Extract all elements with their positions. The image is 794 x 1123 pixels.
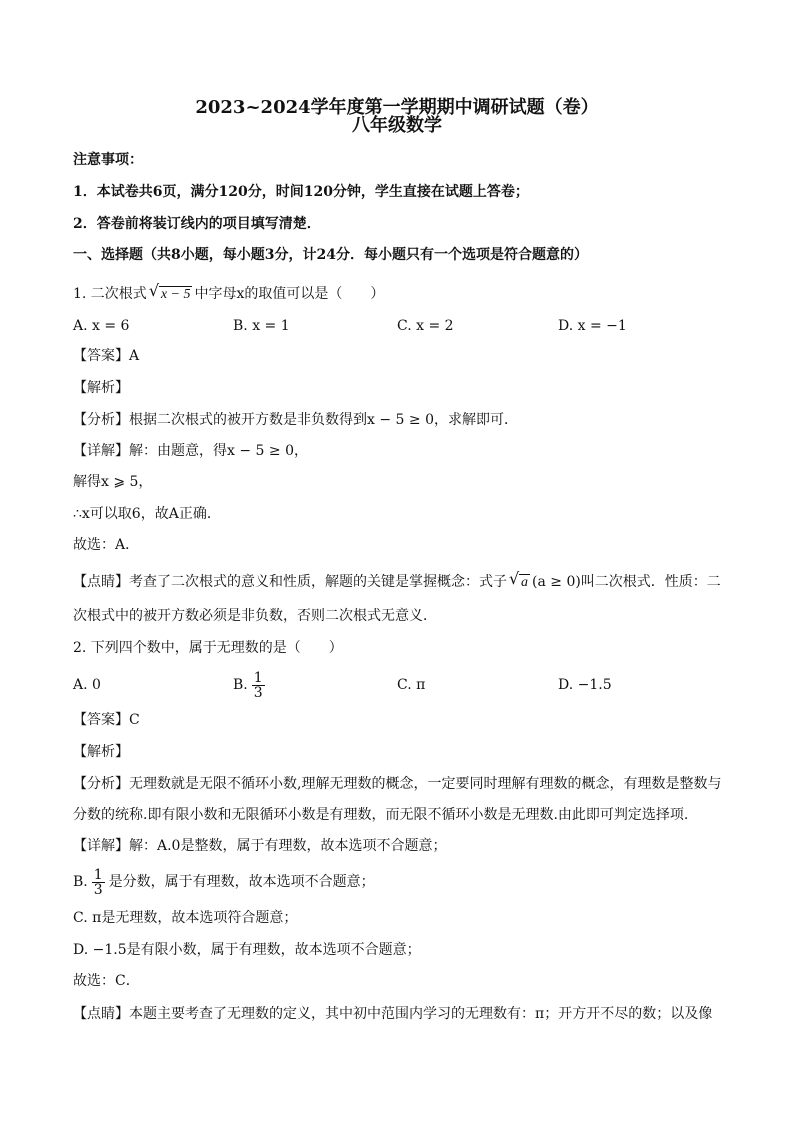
fraction-one-third <box>252 671 265 700</box>
question-1-option-a: A. x = 6 <box>73 318 130 334</box>
question-1-option-b: B. x = 1 <box>233 318 290 334</box>
notes-item-2: 2．答卷前将装订线内的项目填写清楚． <box>73 216 321 232</box>
section-heading: 一、选择题（共8小题，每小题3分，计24分．每小题只有一个选项是符合题意的） <box>73 247 588 263</box>
question-2-line-c: C. π是无理数，故本选项符合题意； <box>73 910 298 926</box>
question-2-line-b <box>73 862 375 902</box>
question-1-option-c: C. x = 2 <box>397 318 454 334</box>
dianjing-prefix: 【点睛】考查了二次根式的意义和性质，解题的关键是掌握概念：式子 <box>73 574 507 590</box>
question-1-step-2: ∴x可以取6，故A正确． <box>73 506 221 522</box>
question-1-xiangjie: 【详解】解：由题意，得x − 5 ≥ 0， <box>73 443 308 459</box>
question-2-fenxi-line-2: 分数的统称.即有限小数和无限循环小数是有理数，而无限不循环小数是无理数.由此即可判定选择项. <box>73 807 689 823</box>
question-1-dianjing <box>73 569 721 593</box>
notes-item-1: 1．本试卷共6页，满分120分，时间120分钟，学生直接在试题上答卷； <box>73 184 529 200</box>
sqrt-expression <box>148 281 193 305</box>
question-2-option-b <box>233 665 269 705</box>
question-1-step-1: 解得x ⩾ 5， <box>73 474 153 490</box>
page-title: 2023~2024学年度第一学期期中调研试题（卷） <box>195 97 599 118</box>
fraction-numerator: 1 <box>93 866 103 883</box>
question-2-stem: 2. 下列四个数中，属于无理数的是（ ） <box>73 640 343 656</box>
question-2-option-a: A. 0 <box>73 677 101 693</box>
fraction-one-third <box>92 868 105 897</box>
question-2-xiangjie: 【详解】解：A.0是整数，属于有理数，故本选项不合题意； <box>73 838 447 854</box>
radicand: x − 5 <box>160 287 191 302</box>
question-2-dianjing: 【点睛】本题主要考查了无理数的定义，其中初中范围内学习的无理数有：π；开方开不尽的数；以及像 <box>73 1006 713 1022</box>
question-1-analysis-label: 【解析】 <box>73 380 129 396</box>
fraction-denominator: 3 <box>93 881 103 898</box>
line-b-text: 是分数，属于有理数，故本选项不合题意； <box>108 874 375 890</box>
question-1-fenxi: 【分析】根据二次根式的被开方数是非负数得到x − 5 ≥ 0，求解即可． <box>73 412 518 428</box>
line-b-label: B. <box>73 874 88 890</box>
fraction-numerator: 1 <box>253 669 263 686</box>
question-1-suffix: 中字母x的取值可以是（ ） <box>194 286 385 302</box>
question-2-answer: 【答案】C <box>73 712 140 728</box>
question-2-option-d: D. −1.5 <box>558 677 612 693</box>
question-2-option-c: C. π <box>397 677 426 693</box>
question-2-analysis-label: 【解析】 <box>73 744 129 760</box>
question-1-choose: 故选：A． <box>73 537 140 553</box>
radical-sign-icon: √ <box>509 569 520 588</box>
dianjing-suffix: (a ≥ 0)叫二次根式．性质：二 <box>532 574 721 590</box>
sqrt-a <box>509 569 530 593</box>
page-subtitle: 八年级数学 <box>352 115 442 136</box>
sqrt-a-radicand: a <box>521 575 528 590</box>
question-2-line-d: D. −1.5是有限小数，属于有理数，故本选项不合题意； <box>73 942 421 958</box>
question-1-answer: 【答案】A <box>73 348 140 364</box>
question-1-stem <box>73 281 385 305</box>
question-2-option-b-label: B. <box>233 677 248 693</box>
question-1-prefix: 1. 二次根式 <box>73 286 147 302</box>
question-1-option-d: D. x = −1 <box>558 318 627 334</box>
radical-sign-icon: √ <box>148 281 160 300</box>
question-2-choose: 故选：C． <box>73 973 140 989</box>
notes-heading: 注意事项： <box>73 152 143 168</box>
question-2-fenxi-line-1: 【分析】无理数就是无限不循环小数,理解无理数的概念，一定要同时理解有理数的概念，有理数是整数与 <box>73 776 722 792</box>
fraction-denominator: 3 <box>253 684 263 701</box>
question-1-dianjing-line-2: 次根式中的被开方数必须是非负数，否则二次根式无意义． <box>73 608 437 624</box>
